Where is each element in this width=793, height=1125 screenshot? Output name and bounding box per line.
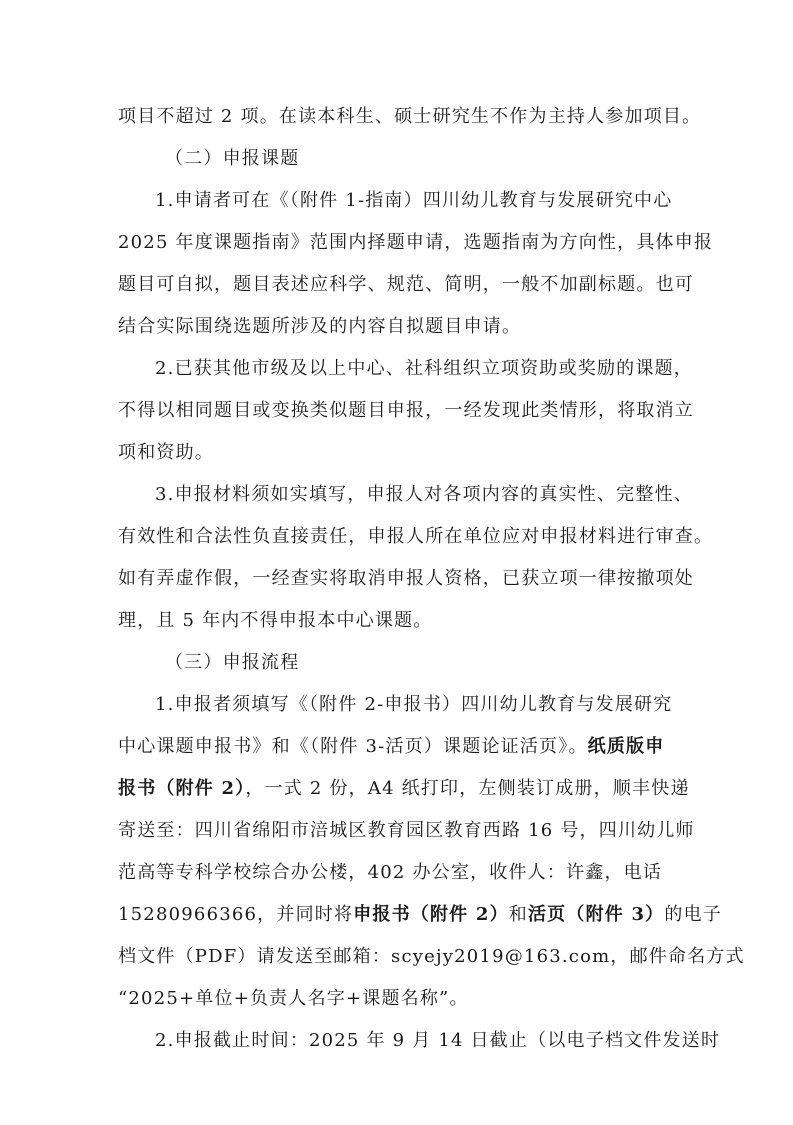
paragraph-line: 2.已获其他市级及以上中心、社科组织立项资助或奖励的课题， — [155, 358, 693, 379]
paragraph-line: 不得以相同题目或变换类似题目申报，一经发现此类情形，将取消立 — [118, 400, 694, 421]
text-run: 15280966366，并同时将 — [118, 904, 354, 925]
paragraph-line: 结合实际围绕选题所涉及的内容自拟题目申请。 — [118, 316, 522, 337]
paragraph-line: 2025 年度课题指南》范围内择题申请，选题指南为方向性，具体申报 — [118, 232, 714, 253]
paragraph-line: 1.申请者可在《（附件 1-指南）四川幼儿教育与发展研究中心 — [155, 190, 673, 211]
paragraph-line: 2.申报截止时间：2025 年 9 月 14 日截止（以电子档文件发送时 — [155, 1030, 721, 1051]
text-run: 和 — [508, 904, 528, 925]
paragraph-line: 档文件（PDF）请发送至邮箱：scyejy2019@163.com，邮件命名方式 — [118, 946, 745, 967]
section-heading-apply-process: （三）申报流程 — [165, 652, 300, 673]
paragraph-line: 题目可自拟，题目表述应科学、规范、简明，一般不加副标题。也可 — [118, 274, 694, 295]
bold-text-run: 活页（附件 3） — [527, 904, 665, 925]
paragraph-line: 范高等专科学校综合办公楼，402 办公室，收件人：许鑫，电话 — [118, 862, 663, 883]
paragraph-line — [118, 903, 722, 927]
paragraph-line: 如有弄虚作假，一经查实将取消申报人资格，已获立项一律按撤项处 — [118, 568, 694, 589]
paragraph-line: 理，且 5 年内不得申报本中心课题。 — [118, 610, 433, 631]
text-run: 的电子 — [664, 904, 722, 925]
paragraph-line: 项目不超过 2 项。在读本科生、硕士研究生不作为主持人参加项目。 — [118, 106, 702, 127]
paragraph-line: 1.申报者须填写《（附件 2-申报书）四川幼儿教育与发展研究 — [155, 694, 673, 715]
bold-text-run: 申报书（附件 2） — [353, 904, 509, 925]
bold-text-run: 报书（附件 2） — [118, 778, 246, 799]
paragraph-line — [118, 735, 664, 759]
paragraph-line: 项和资助。 — [118, 442, 214, 463]
paragraph-line: “2025+单位+负责人名字+课题名称”。 — [118, 988, 469, 1009]
section-heading-apply-topics: （二）申报课题 — [165, 148, 300, 169]
text-run: ，一式 2 份，A4 纸打印，左侧装订成册，顺丰快递 — [245, 778, 690, 799]
paragraph-line: 有效性和合法性负直接责任，申报人所在单位应对申报材料进行审查。 — [118, 526, 714, 547]
paragraph-line — [118, 777, 690, 801]
bold-text-run: 纸质版申 — [587, 736, 665, 757]
paragraph-line: 寄送至：四川省绵阳市涪城区教育园区教育西路 16 号，四川幼儿师 — [118, 820, 695, 841]
text-run: 中心课题申报书》和《（附件 3-活页）课题论证活页》。 — [118, 736, 588, 757]
paragraph-line: 3.申报材料须如实填写，申报人对各项内容的真实性、完整性、 — [155, 484, 693, 505]
